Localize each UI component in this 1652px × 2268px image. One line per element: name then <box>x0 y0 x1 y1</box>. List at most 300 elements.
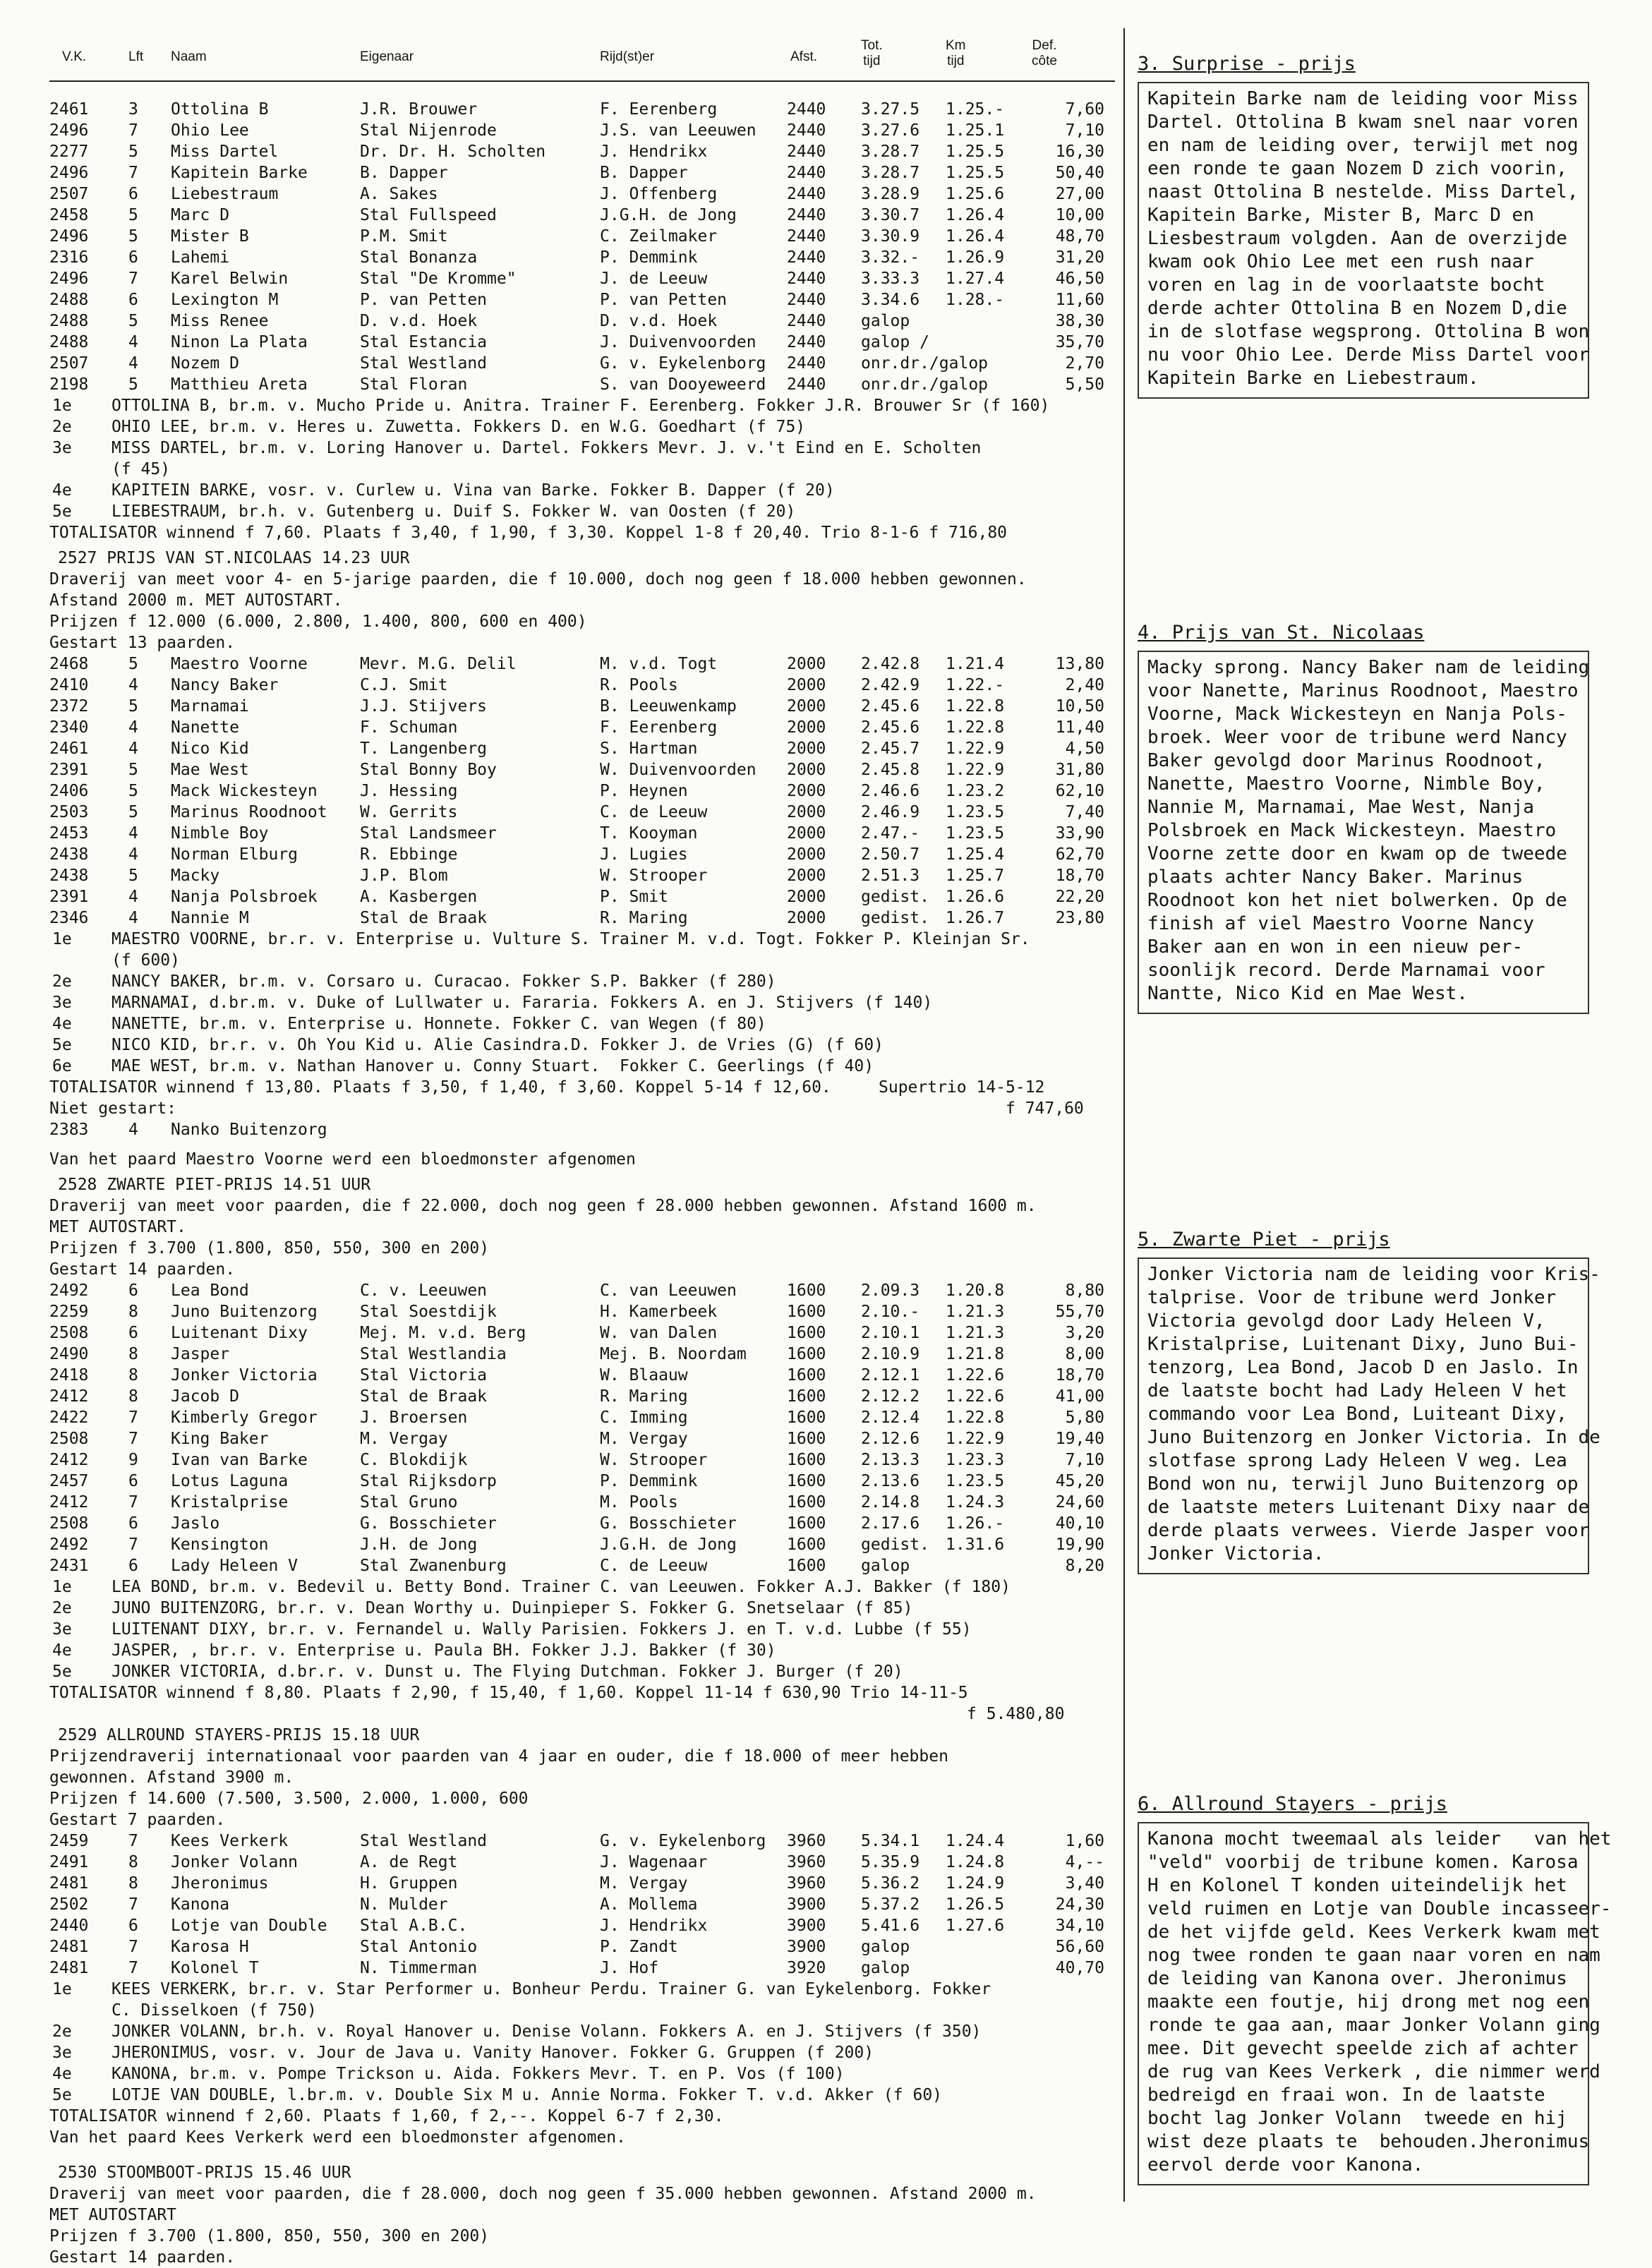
cell-eigenaar: Stal Bonny Boy <box>360 761 497 779</box>
table-row <box>49 886 1115 907</box>
cell-km-tijd: 1.20.8 <box>946 1281 1005 1300</box>
race2-scratched-horse <box>49 1119 1115 1140</box>
cell-def-cote: 56,60 <box>1055 1938 1104 1956</box>
race2-note: Van het paard Maestro Voorne werd een bloedmonster afgenomen <box>49 1150 636 1169</box>
cell-eigenaar: Stal Westland <box>360 354 488 373</box>
table-row <box>49 1492 1115 1513</box>
cell-rijder: R. Maring <box>600 909 688 927</box>
cell-rijder: R. Pools <box>600 676 678 694</box>
cell-lft: 6 <box>128 1514 138 1533</box>
table-row <box>49 99 1115 120</box>
cell-afst: 2000 <box>787 761 826 779</box>
cell-vk: 2458 <box>49 206 89 224</box>
cell-vk: 2412 <box>49 1387 89 1406</box>
results-column <box>49 35 1115 2268</box>
result-line <box>49 992 1115 1013</box>
result-text: OTTOLINA B, br.m. v. Mucho Pride u. Anitra. Trainer F. Eerenberg. Fokker J.R. Brouwer Sr (f 160) <box>111 397 1050 415</box>
table-row <box>49 162 1115 183</box>
cell-eigenaar: D. v.d. Hoek <box>360 312 478 330</box>
race4-totalisator: TOTALISATOR winnend f 2,60. Plaats f 1,60, f 2,--. Koppel 6-7 f 2,30. <box>49 2107 724 2125</box>
cell-km-tijd: 1.25.6 <box>946 185 1005 203</box>
cell-tot-tijd: 2.17.6 <box>861 1514 920 1533</box>
cell-rijder: C. de Leeuw <box>600 803 708 821</box>
cell-vk: 2488 <box>49 333 89 351</box>
cell-tot-tijd: galop / <box>861 333 929 351</box>
result-place: 2e <box>52 2022 72 2041</box>
cell-lft: 5 <box>128 312 138 330</box>
race5-intro-3: Prijzen f 3.700 (1.800, 850, 550, 300 en 200) <box>49 2227 490 2245</box>
cell-tot-tijd: galop <box>861 1557 910 1575</box>
cell-afst: 2440 <box>787 227 826 246</box>
cell-def-cote: 48,70 <box>1055 227 1104 246</box>
result-text: JUNO BUITENZORG, br.r. v. Dean Worthy u. Duinpieper S. Fokker G. Snetselaar (f 85) <box>111 1599 913 1617</box>
commentary-surprise <box>1138 52 1589 399</box>
cell-rijder: C. van Leeuwen <box>600 1281 737 1300</box>
cell-tot-tijd: 3.27.5 <box>861 100 920 119</box>
cell-km-tijd: 1.23.5 <box>946 824 1005 843</box>
result-line <box>49 1598 1115 1619</box>
col-naam: Naam <box>171 49 207 64</box>
result-line <box>49 1979 1115 2021</box>
race5-intro-4: Gestart 14 paarden. <box>49 2248 236 2267</box>
cell-eigenaar: Mevr. M.G. Delil <box>360 655 517 673</box>
result-text: KAPITEIN BARKE, vosr. v. Curlew u. Vina van Barke. Fokker B. Dapper (f 20) <box>111 481 835 500</box>
cell-afst: 3960 <box>787 1874 826 1893</box>
cell-rijder: G. v. Eykelenborg <box>600 354 766 373</box>
cell-naam: Macky <box>171 867 220 885</box>
cell-def-cote: 62,10 <box>1055 782 1104 800</box>
cell-eigenaar: Stal Landsmeer <box>360 824 497 843</box>
cell-vk: 2316 <box>49 248 89 267</box>
ng-vk: 2383 <box>49 1121 89 1139</box>
cell-afst: 1600 <box>787 1345 826 1363</box>
cell-vk: 2438 <box>49 867 89 885</box>
race3-trio-row <box>49 1703 1115 1725</box>
cell-km-tijd: 1.26.7 <box>946 909 1005 927</box>
cell-km-tijd: 1.23.5 <box>946 803 1005 821</box>
cell-lft: 8 <box>128 1366 138 1385</box>
cell-afst: 2440 <box>787 100 826 119</box>
cell-eigenaar: J.R. Brouwer <box>360 100 478 119</box>
result-line <box>49 1576 1115 1598</box>
table-row <box>49 1852 1115 1873</box>
cell-tot-tijd: 2.45.8 <box>861 761 920 779</box>
race2-niet-gestart: Niet gestart: <box>49 1099 177 1118</box>
cell-rijder: J. Lugies <box>600 845 688 864</box>
table-row <box>49 1555 1115 1576</box>
cell-tot-tijd: 2.45.7 <box>861 740 920 758</box>
cell-def-cote: 11,40 <box>1055 718 1104 737</box>
col-afst: Afst. <box>790 49 818 64</box>
cell-lft: 5 <box>128 761 138 779</box>
cell-km-tijd: 1.22.8 <box>946 1409 1005 1427</box>
cell-eigenaar: J. Broersen <box>360 1409 468 1427</box>
cell-def-cote: 4,50 <box>1065 740 1104 758</box>
commentary-allround-stayers <box>1138 1792 1612 2185</box>
table-row <box>49 1344 1115 1365</box>
cell-vk: 2492 <box>49 1536 89 1554</box>
cell-naam: Kanona <box>171 1895 230 1914</box>
cell-tot-tijd: 2.45.6 <box>861 697 920 716</box>
cell-rijder: C. Zeilmaker <box>600 227 718 246</box>
cell-naam: Jheronimus <box>171 1874 269 1893</box>
cell-def-cote: 10,00 <box>1055 206 1104 224</box>
cell-naam: King Baker <box>171 1430 269 1448</box>
cell-eigenaar: T. Langenberg <box>360 740 488 758</box>
cell-def-cote: 2,40 <box>1065 676 1104 694</box>
table-row <box>49 1873 1115 1894</box>
cell-eigenaar: A. Sakes <box>360 185 438 203</box>
cell-tot-tijd: 2.12.1 <box>861 1366 920 1385</box>
cell-km-tijd: 1.25.1 <box>946 121 1005 140</box>
result-line <box>49 2063 1115 2085</box>
race2-section <box>49 548 1115 1170</box>
cell-vk: 2340 <box>49 718 89 737</box>
cell-afst: 2440 <box>787 248 826 267</box>
race3-intro-2: MET AUTOSTART. <box>49 1218 186 1236</box>
cell-afst: 2440 <box>787 206 826 224</box>
cell-def-cote: 31,20 <box>1055 248 1104 267</box>
cell-lft: 4 <box>128 354 138 373</box>
cell-naam: Kapitein Barke <box>171 164 308 182</box>
cell-vk: 2391 <box>49 761 89 779</box>
race4-section <box>49 1725 1115 2148</box>
commentary-text: Jonker Victoria nam de leiding voor Kris- talprise. Voor de tribune werd Jonker Victoria gevolgd door Lady Heleen V, Kristalprise, Luitenant Dixy, Juno Bui- tenzorg, Lea Bond, Jacob D en Jaslo. In de laatste bocht had Lady Heleen V het commando voor Lea Bond, Luiteant Dixy, Juno Buitenzorg en Jonker Victoria. In de slotfase sprong Lady Heleen V weg. Lea Bond won nu, terwijl Juno Buitenzorg op de laatste meters Luitenant Dixy naar de derde plaats verwees. Vierde Jasper voor Jonker Victoria. <box>1138 1257 1589 1574</box>
cell-lft: 6 <box>128 1917 138 1935</box>
race1-totalisator: TOTALISATOR winnend f 7,60. Plaats f 3,40, f 1,90, f 3,30. Koppel 1-8 f 20,40. Trio 8-1-6 f 716,80 <box>49 524 1008 542</box>
race2-intro-3: Prijzen f 12.000 (6.000, 2.800, 1.400, 800, 600 en 400) <box>49 613 587 631</box>
cell-afst: 2440 <box>787 143 826 161</box>
cell-naam: Ottolina B <box>171 100 269 119</box>
cell-eigenaar: N. Mulder <box>360 1895 448 1914</box>
result-line <box>49 929 1115 971</box>
cell-tot-tijd: 2.46.6 <box>861 782 920 800</box>
result-line <box>49 1619 1115 1640</box>
cell-tot-tijd: 3.28.9 <box>861 185 920 203</box>
cell-lft: 3 <box>128 100 138 119</box>
cell-def-cote: 35,70 <box>1055 333 1104 351</box>
cell-afst: 2000 <box>787 655 826 673</box>
cell-afst: 1600 <box>787 1430 826 1448</box>
cell-afst: 1600 <box>787 1472 826 1490</box>
cell-vk: 2461 <box>49 100 89 119</box>
cell-eigenaar: W. Gerrits <box>360 803 458 821</box>
cell-afst: 3960 <box>787 1853 826 1871</box>
cell-tot-tijd: 2.45.6 <box>861 718 920 737</box>
commentary-title: 5. Zwarte Piet - prijs <box>1138 1229 1390 1250</box>
race5-intro-1: Draverij van meet voor paarden, die f 28.000, doch nog geen f 35.000 hebben gewonnen. Afstand 2000 m. <box>49 2185 1037 2203</box>
result-place: 5e <box>52 502 72 521</box>
cell-naam: Marnamai <box>171 697 249 716</box>
cell-eigenaar: F. Schuman <box>360 718 458 737</box>
cell-def-cote: 8,80 <box>1065 1281 1104 1300</box>
cell-afst: 1600 <box>787 1366 826 1385</box>
cell-vk: 2481 <box>49 1938 89 1956</box>
table-row <box>49 1830 1115 1852</box>
cell-vk: 2491 <box>49 1853 89 1871</box>
col-eigenaar: Eigenaar <box>360 49 414 64</box>
cell-vk: 2496 <box>49 164 89 182</box>
cell-tot-tijd: 5.36.2 <box>861 1874 920 1893</box>
cell-def-cote: 27,00 <box>1055 185 1104 203</box>
cell-eigenaar: C. v. Leeuwen <box>360 1281 488 1300</box>
cell-eigenaar: J. Hessing <box>360 782 458 800</box>
cell-tot-tijd: 2.50.7 <box>861 845 920 864</box>
cell-naam: Jonker Volann <box>171 1853 299 1871</box>
result-place: 2e <box>52 418 72 436</box>
cell-rijder: M. Vergay <box>600 1874 688 1893</box>
commentary-title: 3. Surprise - prijs <box>1138 53 1356 75</box>
cell-rijder: M. v.d. Togt <box>600 655 718 673</box>
result-text: KEES VERKERK, br.r. v. Star Performer u. Bonheur Perdu. Trainer G. van Eykelenborg. Fokker C. Disselkoen (f 750) <box>111 1980 991 2020</box>
cell-def-cote: 23,80 <box>1055 909 1104 927</box>
cell-naam: Jasper <box>171 1345 230 1363</box>
cell-rijder: P. van Petten <box>600 291 728 309</box>
cell-rijder: C. de Leeuw <box>600 1557 708 1575</box>
cell-afst: 2440 <box>787 375 826 394</box>
cell-km-tijd: 1.25.5 <box>946 164 1005 182</box>
result-line <box>49 1640 1115 1661</box>
result-text: MISS DARTEL, br.m. v. Loring Hanover u. Dartel. Fokkers Mevr. J. v.'t Eind en E. Scholten (f 45) <box>111 439 982 478</box>
cell-naam: Nannie M <box>171 909 249 927</box>
cell-def-cote: 33,90 <box>1055 824 1104 843</box>
cell-km-tijd: 1.21.3 <box>946 1303 1005 1321</box>
cell-naam: Nanette <box>171 718 239 737</box>
cell-lft: 8 <box>128 1303 138 1321</box>
cell-lft: 7 <box>128 270 138 288</box>
cell-vk: 2508 <box>49 1514 89 1533</box>
cell-rijder: C. Imming <box>600 1409 688 1427</box>
table-row <box>49 268 1115 289</box>
cell-km-tijd: 1.22.8 <box>946 697 1005 716</box>
cell-rijder: P. Demmink <box>600 248 698 267</box>
cell-tot-tijd: 2.42.8 <box>861 655 920 673</box>
cell-vk: 2431 <box>49 1557 89 1575</box>
cell-vk: 2457 <box>49 1472 89 1490</box>
cell-km-tijd: 1.24.4 <box>946 1832 1005 1850</box>
race4-title: 2529 ALLROUND STAYERS-PRIJS 15.18 UUR <box>58 1726 420 1744</box>
race3-title: 2528 ZWARTE PIET-PRIJS 14.51 UUR <box>58 1176 371 1194</box>
cell-km-tijd: 1.22.6 <box>946 1387 1005 1406</box>
cell-km-tijd: 1.24.9 <box>946 1874 1005 1893</box>
cell-vk: 2422 <box>49 1409 89 1427</box>
result-line <box>49 395 1115 416</box>
commentary-title: 4. Prijs van St. Nicolaas <box>1138 622 1425 644</box>
result-line <box>49 480 1115 501</box>
cell-vk: 2453 <box>49 824 89 843</box>
race2-supertrio: Supertrio 14-5-12 <box>879 1078 1045 1097</box>
result-text: LOTJE VAN DOUBLE, l.br.m. v. Double Six M u. Annie Norma. Fokker T. v.d. Akker (f 60) <box>111 2086 943 2104</box>
cell-naam: Marc D <box>171 206 230 224</box>
cell-def-cote: 55,70 <box>1055 1303 1104 1321</box>
cell-rijder: J.G.H. de Jong <box>600 1536 737 1554</box>
commentary-st-nicolaas <box>1138 621 1589 1014</box>
cell-naam: Liebestraum <box>171 185 279 203</box>
result-line <box>49 2085 1115 2106</box>
cell-eigenaar: C. Blokdijk <box>360 1451 468 1469</box>
cell-tot-tijd: 5.41.6 <box>861 1917 920 1935</box>
cell-rijder: F. Eerenberg <box>600 718 718 737</box>
cell-lft: 4 <box>128 824 138 843</box>
cell-eigenaar: Stal Westlandia <box>360 1345 507 1363</box>
cell-lft: 6 <box>128 291 138 309</box>
result-place: 3e <box>52 1620 72 1639</box>
cell-tot-tijd: galop <box>861 312 910 330</box>
cell-vk: 2461 <box>49 740 89 758</box>
race4-intro-2: gewonnen. Afstand 3900 m. <box>49 1768 294 1787</box>
result-text: KANONA, br.m. v. Pompe Trickson u. Aida. Fokkers Mevr. T. en P. Vos (f 100) <box>111 2065 845 2083</box>
cell-eigenaar: Stal Zwanenburg <box>360 1557 507 1575</box>
race1-table <box>49 99 1115 395</box>
table-row <box>49 1936 1115 1958</box>
cell-tot-tijd: galop <box>861 1959 910 1977</box>
cell-tot-tijd: 2.13.3 <box>861 1451 920 1469</box>
cell-rijder: J.S. van Leeuwen <box>600 121 756 140</box>
cell-vk: 2438 <box>49 845 89 864</box>
cell-rijder: W. Strooper <box>600 867 708 885</box>
cell-naam: Ohio Lee <box>171 121 249 140</box>
cell-naam: Jaslo <box>171 1514 220 1533</box>
result-place: 4e <box>52 1641 72 1660</box>
cell-afst: 1600 <box>787 1281 826 1300</box>
cell-km-tijd: 1.31.6 <box>946 1536 1005 1554</box>
cell-rijder: J. Offenberg <box>600 185 718 203</box>
cell-naam: Kristalprise <box>171 1493 289 1512</box>
cell-vk: 2468 <box>49 655 89 673</box>
cell-afst: 3900 <box>787 1895 826 1914</box>
cell-lft: 6 <box>128 1557 138 1575</box>
cell-vk: 2496 <box>49 270 89 288</box>
cell-vk: 2418 <box>49 1366 89 1385</box>
cell-def-cote: 11,60 <box>1055 291 1104 309</box>
table-row <box>49 1449 1115 1471</box>
cell-tot-tijd: 3.30.9 <box>861 227 920 246</box>
table-row <box>49 205 1115 226</box>
cell-rijder: J. Hof <box>600 1959 659 1977</box>
cell-tot-tijd: 5.34.1 <box>861 1832 920 1850</box>
cell-naam: Mister B <box>171 227 249 246</box>
cell-def-cote: 31,80 <box>1055 761 1104 779</box>
cell-afst: 1600 <box>787 1387 826 1406</box>
cell-lft: 7 <box>128 1430 138 1448</box>
cell-eigenaar: Stal de Braak <box>360 909 488 927</box>
cell-km-tijd: 1.22.- <box>946 676 1005 694</box>
result-text: LUITENANT DIXY, br.r. v. Fernandel u. Wally Parisien. Fokkers J. en T. v.d. Lubbe (f 55) <box>111 1620 972 1639</box>
cell-vk: 2391 <box>49 888 89 906</box>
cell-eigenaar: Stal Victoria <box>360 1366 488 1385</box>
result-text: NANETTE, br.m. v. Enterprise u. Honnete. Fokker C. van Wegen (f 80) <box>111 1015 766 1033</box>
cell-afst: 1600 <box>787 1536 826 1554</box>
cell-rijder: B. Dapper <box>600 164 688 182</box>
cell-naam: Kensington <box>171 1536 269 1554</box>
result-place: 4e <box>52 2065 72 2083</box>
cell-vk: 2277 <box>49 143 89 161</box>
cell-lft: 7 <box>128 164 138 182</box>
cell-afst: 2440 <box>787 354 826 373</box>
table-row <box>49 1534 1115 1555</box>
cell-naam: Nanja Polsbroek <box>171 888 318 906</box>
cell-eigenaar: M. Vergay <box>360 1430 448 1448</box>
cell-tot-tijd: 5.37.2 <box>861 1895 920 1914</box>
cell-afst: 1600 <box>787 1451 826 1469</box>
table-row <box>49 844 1115 865</box>
cell-eigenaar: Stal Soestdijk <box>360 1303 497 1321</box>
table-row <box>49 1301 1115 1322</box>
cell-vk: 2492 <box>49 1281 89 1300</box>
cell-def-cote: 13,80 <box>1055 655 1104 673</box>
cell-tot-tijd: 2.10.- <box>861 1303 920 1321</box>
cell-rijder: S. Hartman <box>600 740 698 758</box>
cell-rijder: W. Duivenvoorden <box>600 761 756 779</box>
cell-def-cote: 24,60 <box>1055 1493 1104 1512</box>
table-row <box>49 1407 1115 1428</box>
cell-vk: 2496 <box>49 121 89 140</box>
cell-rijder: P. Demmink <box>600 1472 698 1490</box>
cell-naam: Mae West <box>171 761 249 779</box>
cell-rijder: R. Maring <box>600 1387 688 1406</box>
cell-def-cote: 8,00 <box>1065 1345 1104 1363</box>
table-row <box>49 675 1115 696</box>
result-text: LEA BOND, br.m. v. Bedevil u. Betty Bond. Trainer C. van Leeuwen. Fokker A.J. Bakker (f 180) <box>111 1578 1011 1596</box>
cell-eigenaar: Stal Gruno <box>360 1493 458 1512</box>
result-place: 4e <box>52 481 72 500</box>
race5-title: 2530 STOOMBOOT-PRIJS 15.46 UUR <box>58 2164 351 2182</box>
col-km-tijd: Km tijd <box>946 38 966 68</box>
cell-rijder: Mej. B. Noordam <box>600 1345 747 1363</box>
result-line <box>49 1035 1115 1056</box>
result-place: 3e <box>52 2044 72 2062</box>
result-line <box>49 1013 1115 1035</box>
cell-tot-tijd: 2.47.- <box>861 824 920 843</box>
table-row <box>49 802 1115 823</box>
cell-naam: Nimble Boy <box>171 824 269 843</box>
cell-afst: 2000 <box>787 845 826 864</box>
cell-km-tijd: 1.23.5 <box>946 1472 1005 1490</box>
cell-eigenaar: Stal Fullspeed <box>360 206 497 224</box>
result-place: 3e <box>52 439 72 457</box>
cell-vk: 2502 <box>49 1895 89 1914</box>
cell-vk: 2440 <box>49 1917 89 1935</box>
cell-afst: 2440 <box>787 164 826 182</box>
table-row <box>49 226 1115 247</box>
race4-intro-1: Prijzendraverij internationaal voor paarden van 4 jaar en ouder, die f 18.000 of meer hebben <box>49 1747 948 1766</box>
cell-rijder: P. Heynen <box>600 782 688 800</box>
table-row <box>49 289 1115 310</box>
ng-naam: Nanko Buitenzorg <box>171 1121 327 1139</box>
cell-km-tijd: 1.27.4 <box>946 270 1005 288</box>
cell-km-tijd: 1.26.5 <box>946 1895 1005 1914</box>
result-text: JONKER VOLANN, br.h. v. Royal Hanover u. Denise Volann. Fokkers A. en J. Stijvers (f 350) <box>111 2022 982 2041</box>
cell-def-cote: 40,10 <box>1055 1514 1104 1533</box>
commentary-text: Kanona mocht tweemaal als leider van het "veld" voorbij de tribune komen. Karosa H en Kolonel T konden uiteindelijk het veld ruimen en Lotje van Double incasseer- de het vijfde geld. Kees Verkerk kwam met nog twee ronden te gaan naar voren en nam de leiding van Kanona over. Jheronimus maakte een foutje, hij drong met nog een ronde te gaa aan, maar Jonker Volann ging mee. Dit gevecht speelde zich af achter de rug van Kees Verkerk , die nimmer werd bedreigd en fraai won. In de laatste bocht lag Jonker Volann tweede en hij wist deze plaats te behouden.Jheronimus eervol derde voor Kanona. <box>1138 1822 1589 2185</box>
cell-vk: 2412 <box>49 1493 89 1512</box>
cell-vk: 2459 <box>49 1832 89 1850</box>
cell-tot-tijd: galop <box>861 1938 910 1956</box>
cell-rijder: F. Eerenberg <box>600 100 718 119</box>
cell-tot-tijd: 2.10.9 <box>861 1345 920 1363</box>
cell-tot-tijd: 3.27.6 <box>861 121 920 140</box>
cell-lft: 5 <box>128 206 138 224</box>
cell-km-tijd: 1.21.8 <box>946 1345 1005 1363</box>
cell-lft: 4 <box>128 333 138 351</box>
cell-tot-tijd: 2.51.3 <box>861 867 920 885</box>
cell-lft: 7 <box>128 1959 138 1977</box>
cell-def-cote: 7,10 <box>1065 1451 1104 1469</box>
race3-totalisator: TOTALISATOR winnend f 8,80. Plaats f 2,90, f 15,40, f 1,60. Koppel 11-14 f 630,90 Trio 14-11-5 <box>49 1684 968 1702</box>
cell-lft: 5 <box>128 655 138 673</box>
result-text: LIEBESTRAUM, br.h. v. Gutenberg u. Duif S. Fokker W. van Oosten (f 20) <box>111 502 796 521</box>
cell-km-tijd: 1.25.- <box>946 100 1005 119</box>
